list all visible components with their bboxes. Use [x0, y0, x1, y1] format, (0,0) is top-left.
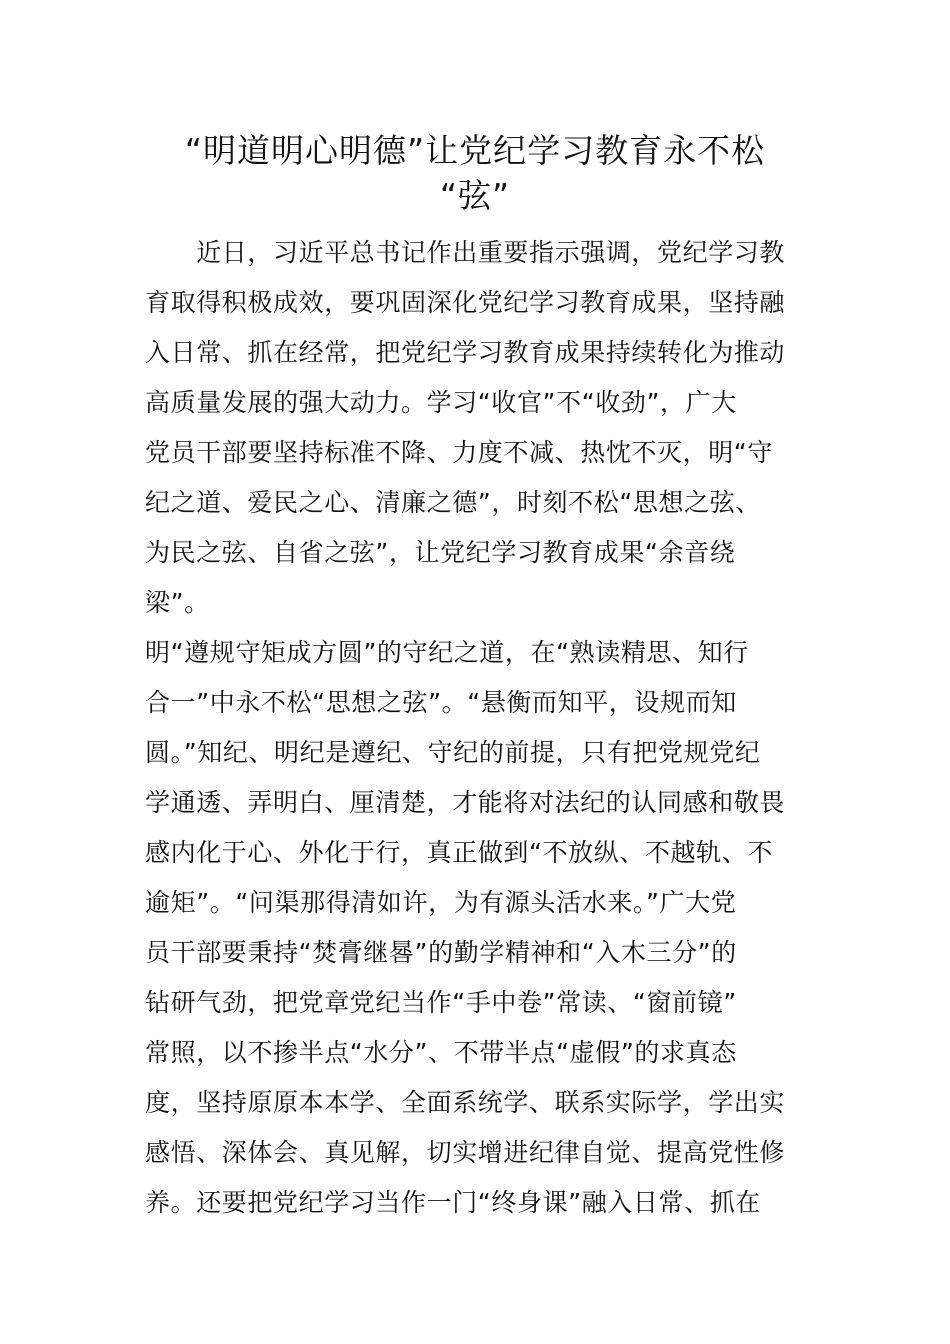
text-line: 感内化于心、外化于行，真正做到“不放纵、不越轨、不 [145, 838, 773, 867]
text-line: 员干部要秉持“焚膏继晷”的勤学精神和“入木三分”的 [145, 938, 737, 967]
title-line-1: “明道明心明德”让党纪学习教育永不松 [184, 131, 766, 170]
text-line: 感悟、深体会、真见解，切实增进纪律自觉、提高党性修 [145, 1138, 786, 1167]
text-line: 明“遵规守矩成方圆”的守纪之道，在“熟读精思、知行 [145, 638, 749, 667]
text-line: 入日常、抓在经常，把党纪学习教育成果持续转化为推动 [145, 338, 786, 367]
text-line: 为民之弦、自省之弦”，让党纪学习教育成果“余音绕 [145, 538, 736, 567]
text-line: 合一”中永不松“思想之弦”。“悬衡而知平，设规而知 [145, 688, 737, 717]
text-line: 学通透、弄明白、厘清楚，才能将对法纪的认同感和敬畏 [145, 788, 786, 817]
text-line: 党员干部要坚持标准不降、力度不减、热忱不灭，明“守 [145, 438, 773, 467]
document-title [0, 128, 950, 218]
text-line: 高质量发展的强大动力。学习“收官”不“收劲”，广大 [145, 388, 737, 417]
text-line: 逾矩”。“问渠那得清如许，为有源头活水来。”广大党 [145, 888, 737, 917]
text-line: 钻研气劲，把党章党纪当作“手中卷”常读、“窗前镜” [145, 988, 737, 1017]
text-line: 育取得积极成效，要巩固深化党纪学习教育成果，坚持融 [145, 288, 786, 317]
text-line: 常照，以不掺半点“水分”、不带半点“虚假”的求真态 [145, 1038, 737, 1067]
text-line: 近日，习近平总书记作出重要指示强调，党纪学习教 [145, 238, 786, 267]
text-line: 度，坚持原原本本学、全面系统学、联系实际学，学出实 [145, 1088, 786, 1117]
document-body [145, 228, 825, 1228]
text-line: 梁”。 [145, 588, 210, 617]
text-line: 养。还要把党纪学习当作一门“终身课”融入日常、抓在 [145, 1188, 761, 1217]
text-line: 纪之道、爱民之心、清廉之德”，时刻不松“思想之弦、 [145, 488, 761, 517]
title-line-2: “弦” [439, 176, 511, 215]
text-line: 圆。”知纪、明纪是遵纪、守纪的前提，只有把党规党纪 [145, 738, 761, 767]
